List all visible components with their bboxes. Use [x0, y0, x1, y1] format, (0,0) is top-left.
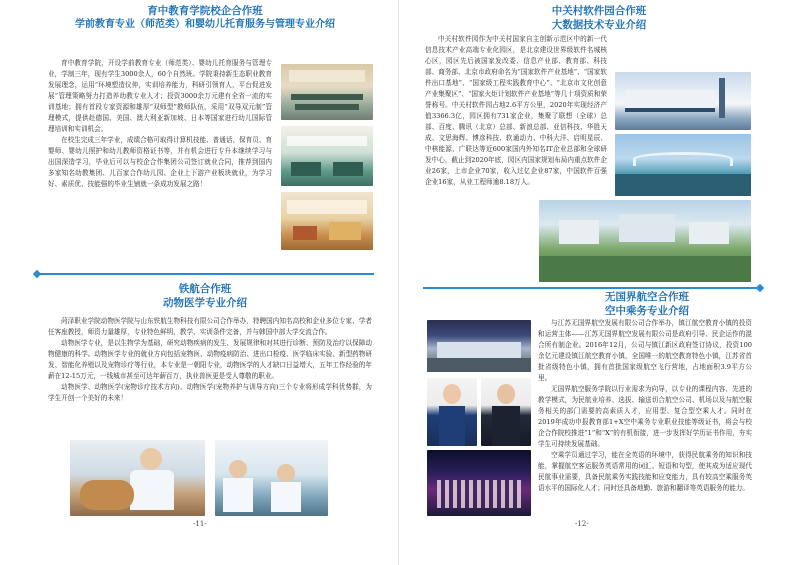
section-title-vet [40, 282, 370, 310]
section-title-childcare [40, 4, 370, 32]
vet-paragraph-1: 菏泽职业学院动物医学院与山东铁航生物科技有限公司合作举办，特聘国内知名高校和企业多位专家、学者任客座教授，师资力量雄厚，专业特色鲜明，教学、实训条件完备，并与韩国中部大学交流合作。 [48, 317, 372, 336]
title-line-2: 动物医学专业介绍 [163, 297, 247, 309]
page-number-left: -11- [193, 520, 207, 528]
title-line-2: 大数据技术专业介绍 [551, 19, 647, 31]
vet-text [48, 316, 372, 404]
section-title-aviation [549, 290, 745, 318]
vet-paragraph-3: 动物医学、动物医学(宠物诊疗技术方向)、动物医学(宠物养护与训导方向)三个专业将形成学科优势群，为学生开创一个美好的未来！ [48, 383, 372, 402]
classroom-photo [281, 64, 373, 120]
lab-photo [281, 126, 373, 186]
section-divider [40, 273, 374, 275]
section-title-bigdata [459, 4, 739, 32]
aviation-paragraph-2: 无国界航空服务学院以行业需求为向导，以专业的课程内容、先进的教学模式，为民航业培养、选拔、输送切合航空公司、机场以及与航空服务相关的部门需要的高素质人才，应用型、复合型空乘人才。同时在2019年成功申报教育部1+X空中乘务专业职业技能等级证书，将会与校企合作院校推进“1”和“X”的有机衔接，进一步发挥好学历证书作用，夯实学生可持续发展基础。 [538, 385, 752, 448]
vet-paragraph-2: 动物医学专业，是以生物学为基础，研究动物疾病的发生、发展规律和对其进行诊断、预防及治疗以保障动物健康的科学。动物医学专业的就业方向包括宠物医、动物疫病防治、进出口检疫、医学临床实验、新型药物研发、智能化养殖以及宠物诊疗等行业，本专业是一朝阳专业，动物医学的人才缺口日益增大，五年工作经验的年薪在12-15万元，一线城市甚至可达年薪百万，执业兽医更是受人尊敬的职业。 [48, 339, 372, 380]
title-line-1: 中关村软件园合作班 [551, 5, 647, 17]
childcare-text [48, 58, 272, 190]
park-aerial-photo [539, 200, 751, 282]
title-line-1: 铁航合作班 [178, 283, 232, 295]
title-line-2: 空中乘务专业介绍 [605, 305, 689, 317]
stewardess-photo [427, 378, 477, 446]
aviation-paragraph-3: 空乘学员通过学习，能在全英语的环境中，获得民航乘务的知识和技能，掌握航空客运服务英语常用的词汇、短语和句型，使其成为适应现代民航事业需要，具备民航乘务实践技能和应变能力，具有较高空乘服务英语水平的国际化人才；同时还具备地勤、旅游和翻译等英语服务的能力。 [538, 451, 752, 492]
steward-photo [481, 378, 531, 446]
section-divider [423, 287, 757, 289]
vet-dog-photo [70, 440, 205, 516]
childcare-paragraph-1: 育中教育学院，开设学前教育专业（师范类）、婴幼儿托育服务与管理专业，学制三年，现有学生3000余人，60个自然班。学院秉持新生态职业教育发展理念，运用“环境塑造仪仲，实训培养能力，科研引领育人，平台促进发展”管理策略努力打造养幼教专业人才；投资3000余万元建有全省一流的实训基地；拥有首段专家资源和雄厚“双师型”教师队伍，采用“双导双元制”管理模式，提供赴德国、美国、澳大利亚新加坡、日本等国家进行幼儿国际管理培训和实训机会。 [48, 59, 272, 133]
bigdata-paragraph-1: 中关村软件园作为中关村国家自主创新示范区中的新一代信息技术产业高端专业化园区，是北京建设世界级软件名城核心区，园区先后被国家发改委、信息产业部、教育部、科技部、商务部、北京市政府命名为“国家软件产业基地”、“国家软件出口基地”、“国家级工程实践教育中心”、“北京市文化创意产业集聚区”、“国家火炬计划软件产业基地”等几十项资质和荣誉称号。中关村软件园占地2.6平方公里，2020年实现经济产值3366.3亿，园区拥有731家企业，集聚了联想（全球）总部、百度、腾讯（北京）总部、新浪总部、亚信科技、华胜天成、文思海辉、博彦科技、软通动力、中科大洋、启明星辰、中核能源、广联达等近600家国内外知名IT企业总部和全球研发中心，截止到2020年底，园区内国家规划布局内重点软件企业26家，上市企业70家，收入过亿企业87家，中国软件百强企业16家，从业工程师逾8.18万人。 [425, 35, 607, 186]
title-line-2: 学前教育专业（师范类）和婴幼儿托育服务与管理专业介绍 [75, 19, 335, 30]
park-plaza-photo [615, 134, 751, 196]
aviation-text [538, 318, 752, 494]
playroom-photo [281, 192, 373, 250]
vet-lab-photo [215, 440, 328, 516]
right-page [399, 0, 798, 565]
page-number-right: -12- [575, 520, 589, 528]
software-park-building-photo [615, 72, 751, 130]
title-line-1: 育中教育学院校企合作班 [147, 5, 263, 17]
aviation-paragraph-1: 与江苏无国界航空发展有限公司合作举办，镇江航空教育小镇的投资和运营主体——江苏无国界航空发展有限公司是政府引导、民企运作的混合所有制企业。2016年12月，公司与镇江新区政府签订协议，投资100余亿元建设镇江航空教育小镇，全国唯一的航空教育特色小镇，江苏省首批省级特色小镇，拥有首批国家级航空飞行营地，占地面积3.9平方公里。 [538, 319, 752, 382]
stage-performance-photo [427, 450, 531, 516]
aviation-campus-photo [427, 320, 531, 372]
title-line-1: 无国界航空合作班 [605, 291, 689, 303]
childcare-paragraph-2: 在校生完成三年学业，成绩合格可取得计算机技能、普通话、保育员、育婴师、婴幼儿照护和幼儿教师资格证书等，并有机会进行专升本继续学习与出国深造学习，毕业后可以与校企合作集团公司签订就业合同，推荐到国内多家知名幼教集团、儿百家合作幼儿园、企业上下游产业板块就业，为学习好、素质优、技能强的毕业生铺就一条成功发展之路！ [48, 136, 272, 188]
